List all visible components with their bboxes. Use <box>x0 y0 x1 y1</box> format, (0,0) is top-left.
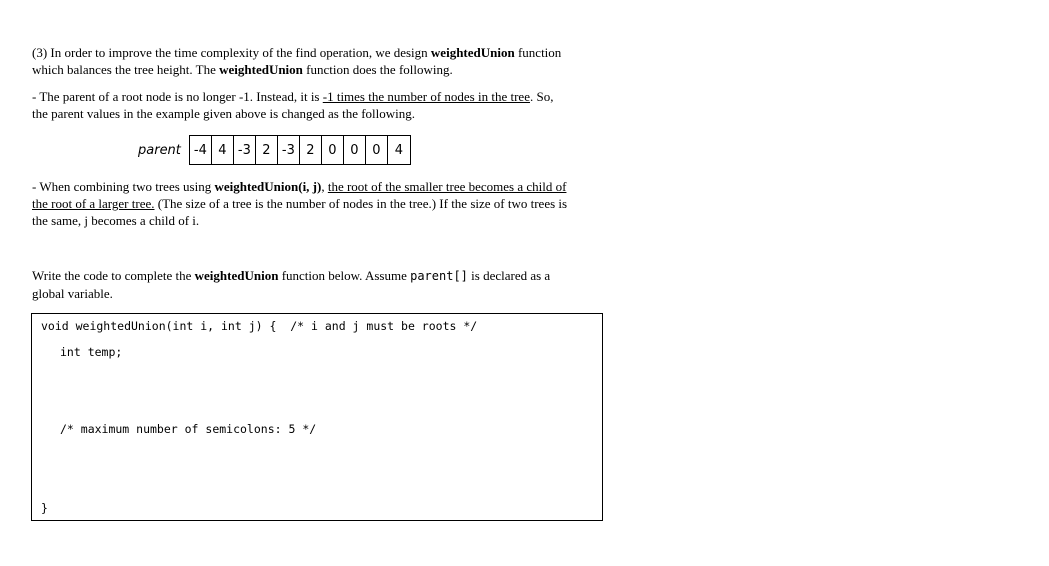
rule-text: . So, <box>529 89 554 104</box>
rule-1-line-2: the parent values in the example given above is changed as the following. <box>32 106 416 121</box>
function-name: weightedUnion <box>430 45 515 60</box>
task-line-1 <box>32 267 612 285</box>
code-answer-box[interactable] <box>31 313 603 521</box>
parent-cell: 0 <box>322 136 344 164</box>
task-text: function below. Assume <box>278 268 411 283</box>
task-text: Write the code to complete the <box>32 268 195 283</box>
parent-array-label: parent <box>138 142 181 158</box>
parent-cell: -3 <box>234 136 256 164</box>
underlined-text: the root of the smaller tree becomes a child of <box>327 179 567 194</box>
parent-array-cells <box>189 135 411 165</box>
rule-text: - When combining two trees using <box>32 179 215 194</box>
code-signature: void weightedUnion(int i, int j) { /* i and j must be roots */ <box>41 319 478 333</box>
rule-1-line-1 <box>32 88 612 105</box>
parent-cell: -3 <box>278 136 300 164</box>
intro-text: function <box>514 45 562 60</box>
parent-cell: 4 <box>394 142 404 158</box>
function-call: weightedUnion(i, j) <box>214 179 322 194</box>
intro-text: which balances the tree height. The <box>32 62 220 77</box>
parent-cell: 4 <box>212 136 234 164</box>
intro-line-2 <box>32 61 612 78</box>
intro-text: (3) In order to improve the time complexity of the find operation, we design <box>32 45 431 60</box>
rule-2-line-1 <box>32 178 612 195</box>
task-paragraph <box>32 267 612 302</box>
rule-1-paragraph <box>32 88 612 122</box>
rule-text: (The size of a tree is the number of nodes in the tree.) If the size of two trees is <box>154 196 568 211</box>
parent-array <box>138 135 411 165</box>
intro-paragraph <box>32 44 612 78</box>
rule-2-paragraph <box>32 178 612 229</box>
rule-text: - The parent of a root node is no longer -1. Instead, it is <box>32 89 323 104</box>
code-declaration: int temp; <box>60 345 123 359</box>
intro-text: function does the following. <box>302 62 453 77</box>
intro-line-1 <box>32 44 612 61</box>
code-comment: /* maximum number of semicolons: 5 */ <box>60 422 317 436</box>
parent-cell: 0 <box>344 136 366 164</box>
function-name: weightedUnion <box>219 62 303 77</box>
function-name: weightedUnion <box>194 268 279 283</box>
code-closing-brace: } <box>41 501 48 515</box>
rule-text: , <box>321 179 328 194</box>
inline-code: parent[] <box>410 269 468 283</box>
parent-cell: 0 <box>366 136 388 164</box>
parent-cell: 2 <box>256 136 278 164</box>
parent-cell: -4 <box>190 136 212 164</box>
underlined-text: -1 times the number of nodes in the tree <box>322 89 530 104</box>
underlined-text: the root of a larger tree. <box>32 196 155 211</box>
rule-2-line-3: the same, j becomes a child of i. <box>32 213 200 228</box>
rule-2-line-2 <box>32 195 612 212</box>
parent-cell: 2 <box>300 136 322 164</box>
task-line-2: global variable. <box>32 286 113 301</box>
task-text: is declared as a <box>467 268 551 283</box>
